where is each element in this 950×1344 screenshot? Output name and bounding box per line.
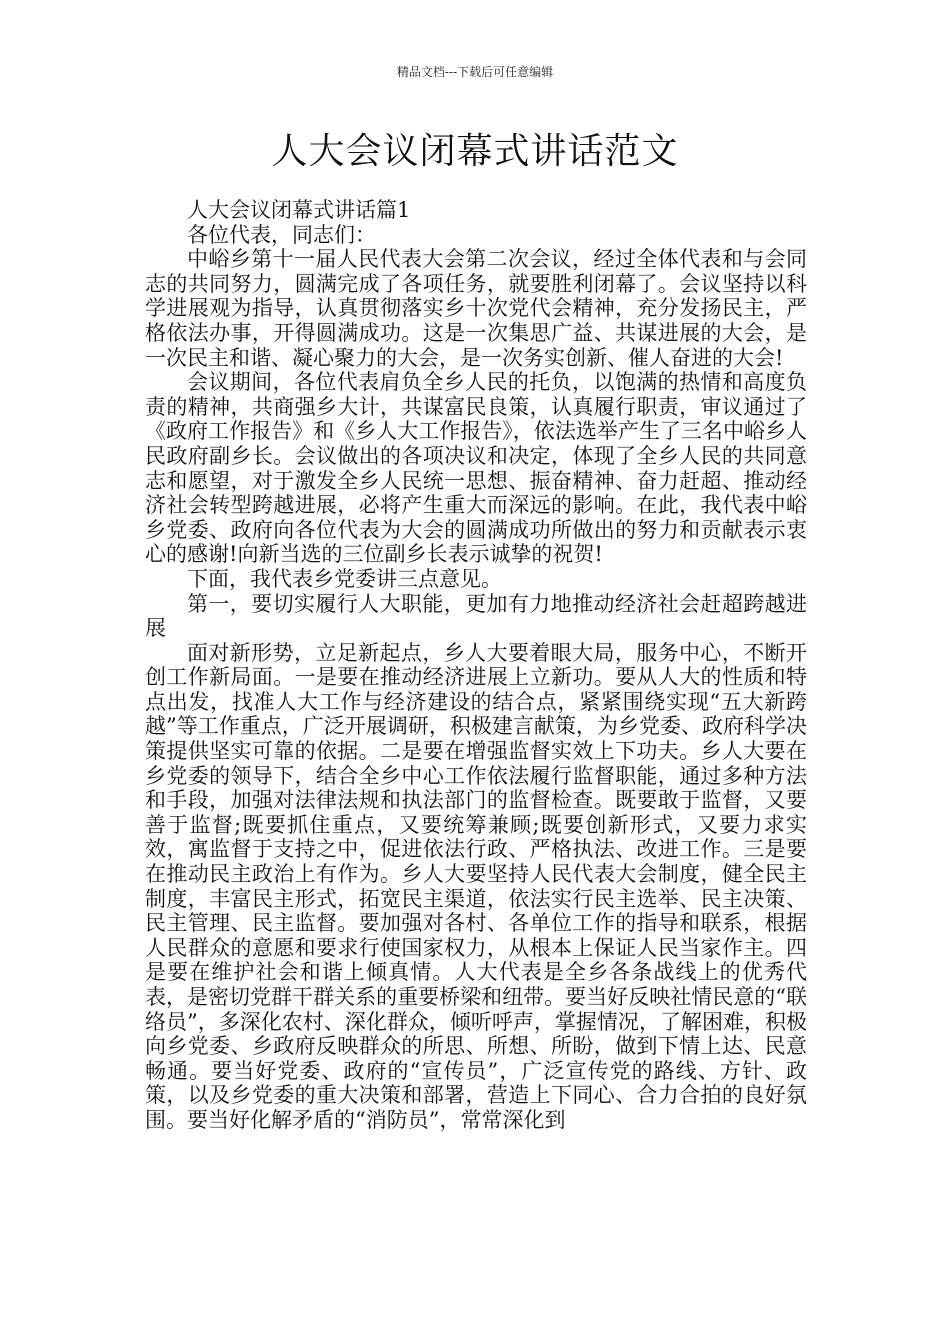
- header-note: 精品文档---下载后可任意编辑: [396, 65, 554, 79]
- document-title: 人大会议闭幕式讲话范文: [271, 131, 679, 172]
- section-heading: 人大会议闭幕式讲话篇1: [187, 198, 411, 222]
- paragraph: 下面，我代表乡党委讲三点意见。: [187, 566, 502, 591]
- salutation: 各位代表，同志们：: [187, 222, 376, 247]
- paragraph: 中峪乡第十一届人民代表大会第二次会议，经过全体代表和与会同志的共同努力，圆满完成了各项任务，就要胜利闭幕了。会议坚持以科学进展观为指导，认真贯彻落实乡十次党代会精神，充分发扬民主，严格依法办事，开得圆满成功。这是一次集思广益、共谋进展的大会，是一次民主和谐、凝心聚力的大会，是一次务实创新、催人奋进的大会!: [145, 247, 807, 370]
- subheading: 第一，要切实履行人大职能，更加有力地推动经济社会赶超跨越进展: [145, 591, 807, 641]
- paragraph: 会议期间，各位代表肩负全乡人民的托负，以饱满的热情和高度负责的精神，共商强乡大计，共谋富民良策，认真履行职责，审议通过了《政府工作报告》和《乡人大工作报告》，依法选举产生了三名中峪乡人民政府副乡长。会议做出的各项决议和决定，体现了全乡人民的共同意志和愿望，对于激发全乡人民统一思想、振奋精神、奋力赶超、推动经济社会转型跨越进展，必将产生重大而深远的影响。在此，我代表中峪乡党委、政府向各位代表为大会的圆满成功所做出的努力和贡献表示衷心的感谢!向新当选的三位副乡长表示诚挚的祝贺!: [145, 370, 807, 567]
- document-body: [145, 198, 807, 1133]
- paragraph: 面对新形势，立足新起点，乡人大要着眼大局，服务中心，不断开创工作新局面。一是要在推动经济进展上立新功。要从人大的性质和特点出发，找准人大工作与经济建设的结合点，紧紧围绕实现“五大新跨越”等工作重点，广泛开展调研，积极建言献策，为乡党委、政府科学决策提供坚实可靠的依据。二是要在增强监督实效上下功夫。乡人大要在乡党委的领导下，结合全乡中心工作依法履行监督职能，通过多种方法和手段，加强对法律法规和执法部门的监督检查。既要敢于监督，又要善于监督;既要抓住重点，又要统筹兼顾;既要创新形式，又要力求实效，寓监督于支持之中，促进依法行政、严格执法、改进工作。三是要在推动民主政治上有作为。乡人大要坚持人民代表大会制度，健全民主制度，丰富民主形式，拓宽民主渠道，依法实行民主选举、民主决策、民主管理、民主监督。要加强对各村、各单位工作的指导和联系，根据人民群众的意愿和要求行使国家权力，从根本上保证人民当家作主。四是要在维护社会和谐上倾真情。人大代表是全乡各条战线上的优秀代表，是密切党群干群关系的重要桥梁和纽带。要当好反映社情民意的“联络员”，多深化农村、深化群众，倾听呼声，掌握情况，了解困难，积极向乡党委、乡政府反映群众的所思、所想、所盼，做到下情上达、民意畅通。要当好党委、政府的“宣传员”，广泛宣传党的路线、方针、政策，以及乡党委的重大决策和部署，营造上下同心、合力合拍的良好氛围。要当好化解矛盾的“消防员”，常常深化到: [145, 640, 807, 1132]
